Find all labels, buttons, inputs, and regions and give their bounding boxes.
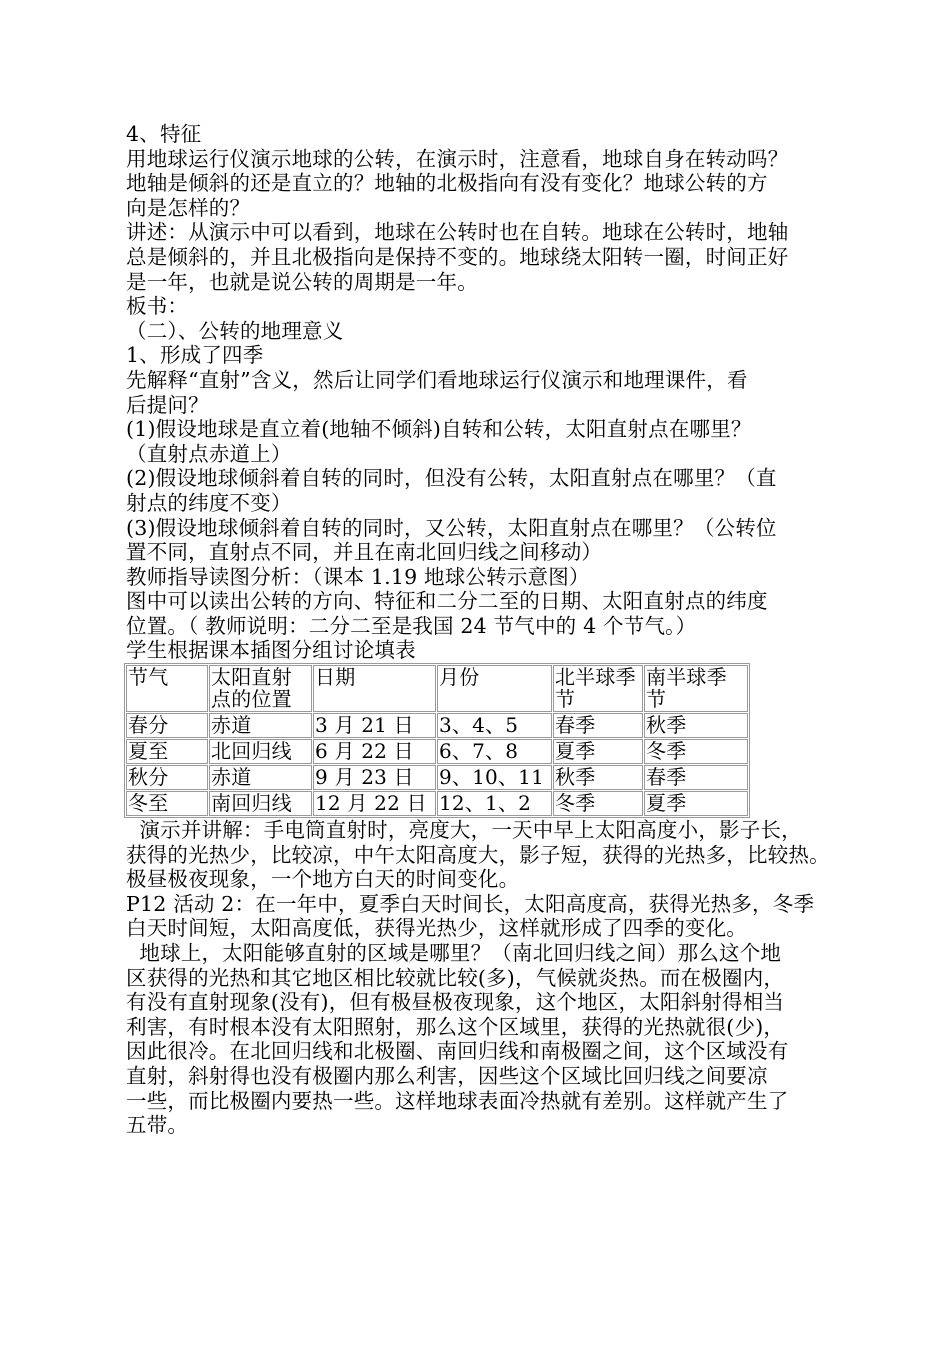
paragraph-demo-question xyxy=(126,147,836,221)
table-row xyxy=(126,791,748,816)
text-line: 后提问？ xyxy=(126,392,209,417)
text-line: 获得的光热少，比较凉，中午太阳高度大，影子短，获得的光热多，比较热。 xyxy=(126,842,830,867)
table-cell: 春季 xyxy=(644,765,748,790)
header-cell: 北半球季节 xyxy=(553,665,643,712)
table-row xyxy=(126,739,748,764)
table-cell: 夏季 xyxy=(553,739,643,764)
text-line: 地轴是倾斜的还是直立的？地轴的北极指向有没有变化？地球公转的方 xyxy=(126,171,768,196)
table-cell: 冬至 xyxy=(126,791,208,816)
table-cell: 6、7、8 xyxy=(437,739,552,764)
paragraph-map-reading xyxy=(126,589,836,638)
header-cell: 太阳直射点的位置 xyxy=(209,665,312,712)
table-row xyxy=(126,765,748,790)
text-line: 向是怎样的？ xyxy=(126,195,251,220)
text-line: 白天时间短，太阳高度低，获得光热少，这样就形成了四季的变化。 xyxy=(126,916,747,941)
text-line: 射点的纬度不变） xyxy=(126,490,292,515)
paragraph-flashlight-demo xyxy=(126,818,836,892)
text-line: 五带。 xyxy=(126,1113,189,1138)
text-line: 总是倾斜的，并且北极指向是保持不变的。地球绕太阳转一圈，时间正好 xyxy=(126,244,789,269)
table-intro: 学生根据课本插图分组讨论填表 xyxy=(126,638,416,663)
document-page xyxy=(126,122,836,1138)
text-line: （直射点赤道上） xyxy=(126,441,292,466)
text-line: P12 活动 2：在一年中，夏季白天时间长，太阳高度高，获得光热多，冬季 xyxy=(126,891,815,916)
paragraph-explanation xyxy=(126,220,836,294)
table-cell: 6 月 22 日 xyxy=(313,739,436,764)
table-cell: 3、4、5 xyxy=(437,713,552,738)
text-line: (1)假设地球是直立着(地轴不倾斜)自转和公转，太阳直射点在哪里？ xyxy=(126,417,752,442)
text-line: 讲述：从演示中可以看到，地球在公转时也在自转。地球在公转时，地轴 xyxy=(126,220,789,245)
table-cell: 9、10、11 xyxy=(437,765,552,790)
header-cell: 节气 xyxy=(126,665,208,712)
text-line: 图中可以读出公转的方向、特征和二分二至的日期、太阳直射点的纬度 xyxy=(126,589,768,614)
text-line: 位置。（ 教师说明：二分二至是我国 24 节气中的 4 个节气。） xyxy=(126,613,697,638)
text-line: (2)假设地球倾斜着自转的同时，但没有公转，太阳直射点在哪里？（直 xyxy=(126,466,777,491)
text-line: 演示并讲解：手电筒直射时，亮度大，一天中早上太阳高度小，影子长， xyxy=(126,818,802,843)
header-cell: 月份 xyxy=(437,665,552,712)
table-cell: 夏至 xyxy=(126,739,208,764)
table-cell: 冬季 xyxy=(553,791,643,816)
paragraph-activity-2 xyxy=(126,892,836,941)
text-line: 地球上，太阳能够直射的区域是哪里？（南北回归线之间）那么这个地 xyxy=(126,941,782,966)
section-title: （二）、公转的地理意义 xyxy=(126,318,344,343)
board-label: 板书： xyxy=(126,294,189,319)
text-line: 置不同，直射点不同，并且在南北回归线之间移动） xyxy=(126,540,603,565)
text-line: 利害，有时根本没有太阳照射，那么这个区域里，获得的光热就很(少)， xyxy=(126,1014,785,1039)
table-cell: 秋季 xyxy=(553,765,643,790)
text-line: 用地球运行仪演示地球的公转，在演示时，注意看，地球自身在转动吗？ xyxy=(126,146,789,171)
table-cell: 秋季 xyxy=(644,713,748,738)
text-line: 先解释“直射”含义，然后让同学们看地球运行仪演示和地理课件，看 xyxy=(126,367,748,392)
solar-terms-table xyxy=(124,663,750,818)
table-cell: 12 月 22 日 xyxy=(313,791,436,816)
table-cell: 春季 xyxy=(553,713,643,738)
paragraph-direct-sunlight xyxy=(126,368,836,417)
paragraph-five-zones xyxy=(126,941,836,1138)
guide-line: 教师指导读图分析：（课本 1.19 地球公转示意图） xyxy=(126,564,590,589)
subsection-title: 1、形成了四季 xyxy=(126,343,264,368)
text-line: (3)假设地球倾斜着自转的同时，又公转，太阳直射点在哪里？（公转位 xyxy=(126,515,777,540)
table-cell: 3 月 21 日 xyxy=(313,713,436,738)
table-cell: 9 月 23 日 xyxy=(313,765,436,790)
table-cell: 春分 xyxy=(126,713,208,738)
table-cell: 赤道 xyxy=(209,713,312,738)
table-cell: 秋分 xyxy=(126,765,208,790)
header-cell: 日期 xyxy=(313,665,436,712)
text-line: 一些，而比极圈内要热一些。这样地球表面冷热就有差别。这样就产生了 xyxy=(126,1088,789,1113)
table-cell: 12、1、2 xyxy=(437,791,552,816)
table-cell: 冬季 xyxy=(644,739,748,764)
table-header-row xyxy=(126,665,748,712)
table-cell: 赤道 xyxy=(209,765,312,790)
table-cell: 南回归线 xyxy=(209,791,312,816)
header-cell: 南半球季节 xyxy=(644,665,748,712)
question-3 xyxy=(126,516,836,565)
text-line: 是一年，也就是说公转的周期是一年。 xyxy=(126,269,478,294)
text-line: 有没有直射现象(没有)，但有极昼极夜现象，这个地区，太阳斜射得相当 xyxy=(126,990,785,1015)
section-heading: 4、特征 xyxy=(126,122,202,146)
table-cell: 北回归线 xyxy=(209,739,312,764)
text-line: 极昼极夜现象，一个地方白天的时间变化。 xyxy=(126,867,520,892)
text-line: 直射，斜射得也没有极圈内那么利害，因些这个区域比回归线之间要凉 xyxy=(126,1064,768,1088)
table-cell: 夏季 xyxy=(644,791,748,816)
text-line: 区获得的光热和其它地区相比较就比较(多)，气候就炎热。而在极圈内， xyxy=(126,965,785,990)
question-1 xyxy=(126,417,836,466)
question-2 xyxy=(126,466,836,515)
table-row xyxy=(126,713,748,738)
text-line: 因此很冷。在北回归线和北极圈、南回归线和南极圈之间，这个区域没有 xyxy=(126,1039,789,1064)
